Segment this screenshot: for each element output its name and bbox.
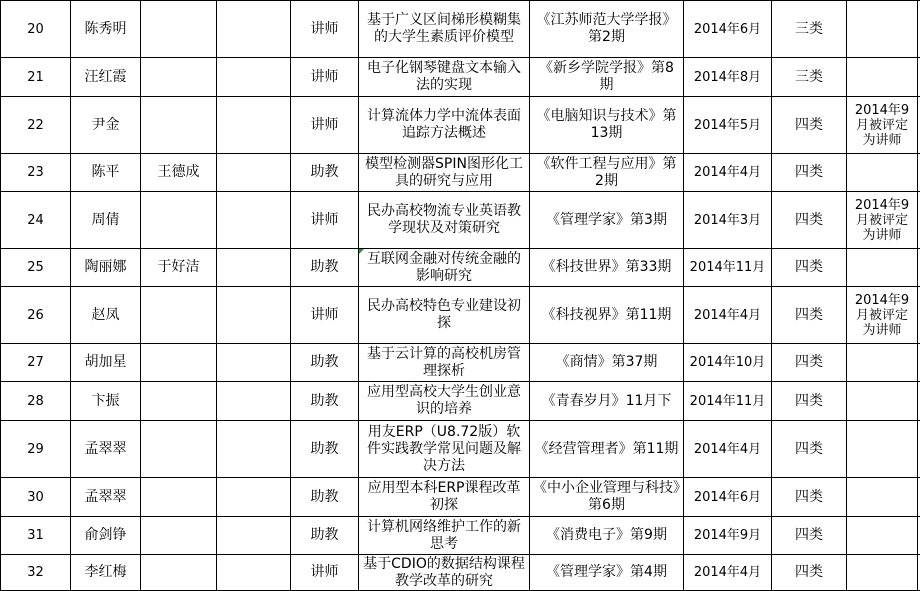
cell-extra[interactable] — [217, 478, 290, 516]
cell-author[interactable]: 胡加星 — [84, 354, 127, 370]
cell-row-number[interactable]: 21 — [27, 69, 44, 85]
cell-rank[interactable]: 助教 — [310, 259, 339, 275]
cell-row-number[interactable]: 22 — [27, 117, 44, 133]
cell-note[interactable] — [847, 1, 917, 57]
cell-author[interactable]: 周倩 — [91, 211, 120, 228]
cell-row-number[interactable]: 20 — [27, 21, 44, 37]
cell-journal[interactable]: 《管理学家》第3期 — [546, 211, 667, 228]
cell-coauthor[interactable] — [141, 58, 216, 96]
cell-paper-title[interactable]: 互联网金融对传统金融的影响研究 — [367, 250, 521, 284]
cell-journal[interactable]: 《商情》第37期 — [555, 354, 658, 370]
cell-journal[interactable]: 《软件工程与应用》第2期 — [536, 155, 677, 189]
grid-vline — [917, 0, 918, 590]
cell-note[interactable] — [847, 555, 917, 590]
cell-note[interactable]: 2014年9月被评定为讲师 — [854, 197, 910, 243]
cell-paper-title[interactable]: 计算机网络维护工作的新思考 — [367, 518, 521, 552]
cell-rank[interactable]: 讲师 — [310, 116, 339, 133]
cell-category[interactable]: 四类 — [795, 164, 823, 180]
cell-pub-date[interactable]: 2014年4月 — [693, 307, 762, 323]
cell-category[interactable]: 四类 — [795, 488, 823, 505]
cell-note[interactable] — [847, 517, 917, 554]
cell-category[interactable]: 四类 — [795, 116, 823, 133]
cell-pub-date[interactable]: 2014年10月 — [689, 355, 766, 370]
cell-journal[interactable]: 《电脑知识与技术》第13期 — [536, 108, 677, 141]
cell-note[interactable] — [847, 249, 917, 286]
cell-paper-title[interactable]: 基于广义区间梯形模糊集的大学生素质评价模型 — [367, 12, 521, 45]
cell-note[interactable] — [847, 382, 917, 420]
cell-row-number[interactable]: 23 — [27, 165, 44, 180]
cell-paper-title[interactable]: 民办高校特色专业建设初探 — [367, 298, 521, 331]
cell-pub-date[interactable]: 2014年8月 — [693, 69, 762, 85]
cell-journal[interactable]: 《青春岁月》11月下 — [541, 392, 672, 409]
cell-author[interactable]: 孟翠翠 — [84, 440, 127, 457]
cell-pub-date[interactable]: 2014年3月 — [693, 212, 762, 228]
cell-extra[interactable] — [217, 287, 290, 343]
cell-coauthor[interactable] — [141, 517, 216, 554]
cell-rank[interactable]: 助教 — [310, 440, 339, 457]
cell-row-number[interactable]: 24 — [27, 212, 44, 228]
cell-extra[interactable] — [217, 58, 290, 96]
cell-coauthor[interactable]: 王德成 — [157, 164, 200, 180]
cell-coauthor[interactable]: 于好洁 — [157, 259, 200, 275]
cell-author[interactable]: 陶丽娜 — [84, 259, 127, 275]
cell-rank[interactable]: 讲师 — [310, 211, 339, 228]
cell-extra[interactable] — [217, 1, 290, 57]
cell-paper-title[interactable]: 基于云计算的高校机房管理探析 — [367, 345, 521, 379]
cell-paper-title[interactable]: 民办高校物流专业英语教学现状及对策研究 — [367, 203, 521, 236]
cell-category[interactable]: 四类 — [795, 306, 823, 323]
cell-journal[interactable]: 《江苏师范大学学报》第2期 — [536, 12, 677, 45]
cell-pub-date[interactable]: 2014年9月 — [693, 528, 762, 543]
cell-extra[interactable] — [217, 249, 290, 286]
cell-row-number[interactable]: 29 — [27, 441, 44, 457]
cell-author[interactable]: 陈平 — [91, 164, 120, 180]
cell-journal[interactable]: 《消费电子》第9期 — [546, 527, 667, 543]
cell-extra[interactable] — [217, 555, 290, 590]
cell-row-number[interactable]: 28 — [27, 393, 44, 409]
cell-coauthor[interactable] — [141, 478, 216, 516]
cell-paper-title[interactable]: 应用型高校大学生创业意识的培养 — [367, 384, 521, 417]
cell-category[interactable]: 四类 — [795, 211, 823, 228]
cell-pub-date[interactable]: 2014年6月 — [693, 489, 762, 505]
cell-pub-date[interactable]: 2014年4月 — [693, 441, 762, 457]
cell-category[interactable]: 三类 — [795, 20, 823, 37]
cell-author[interactable]: 尹金 — [91, 116, 120, 133]
cell-rank[interactable]: 助教 — [310, 527, 339, 543]
cell-extra[interactable] — [217, 421, 290, 477]
cell-extra[interactable] — [217, 192, 290, 248]
cell-journal[interactable]: 《新乡学院学报》第8期 — [539, 60, 674, 93]
cell-note[interactable] — [847, 344, 917, 381]
cell-rank[interactable]: 助教 — [310, 488, 339, 505]
cell-author[interactable]: 孟翠翠 — [84, 488, 127, 505]
cell-author[interactable]: 卞振 — [91, 392, 120, 409]
cell-extra[interactable] — [217, 344, 290, 381]
cell-paper-title[interactable]: 用友ERP（U8.72版）软件实践教学常见问题及解决方法 — [367, 423, 521, 474]
cell-coauthor[interactable] — [141, 97, 216, 153]
cell-row-number[interactable]: 26 — [27, 307, 44, 323]
cell-pub-date[interactable]: 2014年6月 — [693, 21, 762, 37]
cell-pub-date[interactable]: 2014年11月 — [689, 393, 766, 409]
cell-journal[interactable]: 《科技世界》第33期 — [541, 259, 672, 275]
cell-category[interactable]: 四类 — [795, 354, 823, 370]
cell-category[interactable]: 四类 — [795, 440, 823, 457]
cell-journal[interactable]: 《科技视界》第11期 — [541, 306, 672, 323]
cell-rank[interactable]: 讲师 — [310, 306, 339, 323]
cell-journal[interactable]: 《管理学家》第4期 — [546, 564, 667, 580]
cell-note[interactable] — [847, 58, 917, 96]
cell-note[interactable] — [847, 478, 917, 516]
cell-coauthor[interactable] — [141, 382, 216, 420]
cell-row-number[interactable]: 25 — [27, 260, 44, 275]
cell-extra[interactable] — [217, 154, 290, 191]
cell-category[interactable]: 四类 — [795, 564, 823, 580]
cell-paper-title[interactable]: 计算流体力学中流体表面追踪方法概述 — [367, 108, 521, 141]
cell-note[interactable] — [847, 154, 917, 191]
cell-author[interactable]: 汪红霞 — [84, 68, 127, 85]
cell-author[interactable]: 陈秀明 — [84, 20, 127, 37]
cell-row-number[interactable]: 31 — [27, 528, 44, 543]
cell-rank[interactable]: 讲师 — [310, 564, 339, 580]
cell-journal[interactable]: 《中小企业管理与科技》第6期 — [533, 480, 680, 513]
cell-coauthor[interactable] — [141, 192, 216, 248]
cell-paper-title[interactable]: 模型检测器SPIN图形化工具的研究与应用 — [365, 155, 523, 189]
cell-pub-date[interactable]: 2014年11月 — [689, 260, 766, 275]
cell-pub-date[interactable]: 2014年5月 — [693, 117, 762, 133]
cell-note[interactable]: 2014年9月被评定为讲师 — [854, 292, 910, 338]
cell-category[interactable]: 三类 — [795, 68, 823, 85]
cell-author[interactable]: 李红梅 — [84, 564, 127, 580]
cell-journal[interactable]: 《经营管理者》第11期 — [534, 440, 679, 457]
cell-author[interactable]: 俞剑铮 — [84, 527, 127, 543]
cell-category[interactable]: 四类 — [795, 392, 823, 409]
cell-coauthor[interactable] — [141, 344, 216, 381]
cell-row-number[interactable]: 27 — [27, 355, 44, 370]
cell-row-number[interactable]: 32 — [27, 565, 44, 580]
cell-rank[interactable]: 讲师 — [310, 68, 339, 85]
cell-rank[interactable]: 助教 — [310, 392, 339, 409]
cell-note[interactable] — [847, 421, 917, 477]
cell-note[interactable]: 2014年9月被评定为讲师 — [854, 102, 910, 148]
cell-row-number[interactable]: 30 — [27, 489, 44, 505]
cell-extra[interactable] — [217, 382, 290, 420]
cell-paper-title[interactable]: 应用型本科ERP课程改革初探 — [367, 480, 521, 513]
cell-category[interactable]: 四类 — [795, 527, 823, 543]
cell-extra[interactable] — [217, 97, 290, 153]
cell-rank[interactable]: 助教 — [310, 354, 339, 370]
cell-coauthor[interactable] — [141, 1, 216, 57]
cell-paper-title[interactable]: 电子化钢琴键盘文本输入法的实现 — [367, 60, 521, 93]
cell-rank[interactable]: 讲师 — [310, 20, 339, 37]
cell-paper-title[interactable]: 基于CDIO的数据结构课程教学改革的研究 — [363, 555, 525, 589]
cell-coauthor[interactable] — [141, 555, 216, 590]
cell-coauthor[interactable] — [141, 421, 216, 477]
cell-extra[interactable] — [217, 517, 290, 554]
cell-indicator-icon — [359, 249, 364, 254]
cell-category[interactable]: 四类 — [795, 259, 823, 275]
cell-pub-date[interactable]: 2014年4月 — [693, 565, 762, 580]
cell-rank[interactable]: 助教 — [310, 164, 339, 180]
cell-coauthor[interactable] — [141, 287, 216, 343]
cell-pub-date[interactable]: 2014年4月 — [693, 165, 762, 180]
cell-author[interactable]: 赵凤 — [91, 306, 120, 323]
